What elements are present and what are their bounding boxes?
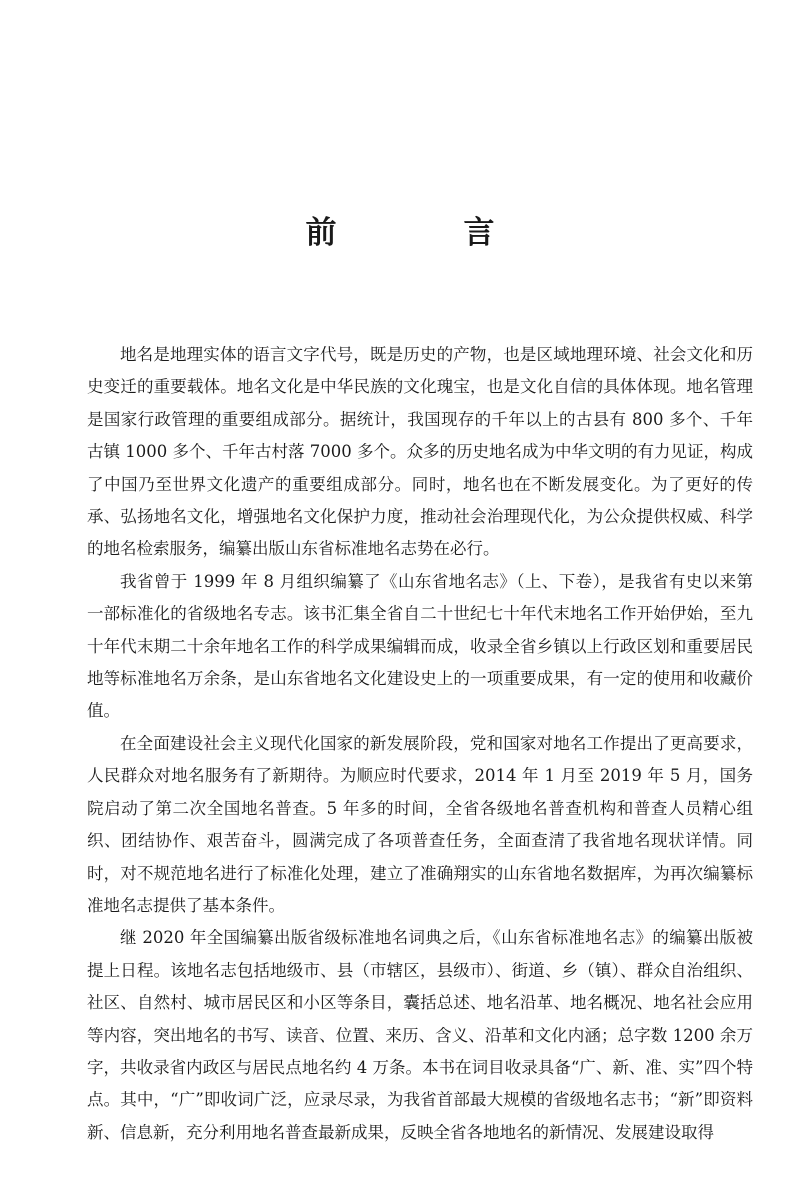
paragraph-1: 地名是地理实体的语言文字代号，既是历史的产物，也是区域地理环境、社会文化和历史变迁的重要载体。地名文化是中华民族的文化瑰宝，也是文化自信的具体体现。地名管理是国家行政管理的重要组成部分。据统计，我国现存的千年以上的古县有 800 多个、千年古镇 1000 多个、千年古村落 7000 多个。众多的历史地名成为中华文明的有力见证，构成了中国乃至世界文化遗产的重要组成部分。同时，地名也在不断发展变化。为了更好的传承、弘扬地名文化，增强地名文化保护力度，推动社会治理现代化，为公众提供权威、科学的地名检索服务，编纂出版山东省标准地名志势在必行。 (87, 345, 753, 559)
page-title: 前 言 (305, 215, 543, 251)
paragraph-3: 在全面建设社会主义现代化国家的新发展阶段，党和国家对地名工作提出了更高要求，人民群众对地名服务有了新期待。为顺应时代要求，2014 年 1 月至 2019 年 5 月，国务院启动了第二次全国地名普查。5 年多的时间，全省各级地名普查机构和普查人员精心组织、团结协作、艰苦奋斗，圆满完成了各项普查任务，全面查清了我省地名现状详情。同时，对不规范地名进行了标准化处理，建立了准确翔实的山东省地名数据库，为再次编纂标准地名志提供了基本条件。 (87, 733, 753, 915)
body-text (87, 339, 753, 1149)
paragraph-2: 我省曾于 1999 年 8 月组织编纂了《山东省地名志》（上、下卷），是我省有史以来第一部标准化的省级地名专志。该书汇集全省自二十世纪七十年代末地名工作开始伊始，至九十年代末期二十余年地名工作的科学成果编辑而成，收录全省乡镇以上行政区划和重要居民地等标准地名万余条，是山东省地名文化建设史上的一项重要成果，有一定的使用和收藏价值。 (87, 571, 753, 721)
paragraph-4: 继 2020 年全国编纂出版省级标准地名词典之后，《山东省标准地名志》的编纂出版被提上日程。该地名志包括地级市、县（市辖区，县级市）、街道、乡（镇）、群众自治组织、社区、自然村、城市居民区和小区等条目，囊括总述、地名沿革、地名概况、地名社会应用等内容，突出地名的书写、读音、位置、来历、含义、沿革和文化内涵；总字数 1200 余万字，共收录省内政区与居民点地名约 4 万条。本书在词目收录具备“广、新、准、实”四个特点。其中，“广”即收词广泛，应录尽录，为我省首部最大规模的省级地名志书；“新”即资料新、信息新，充分利用地名普查最新成果，反映全省各地地名的新情况、发展建设取得 (87, 928, 753, 1142)
